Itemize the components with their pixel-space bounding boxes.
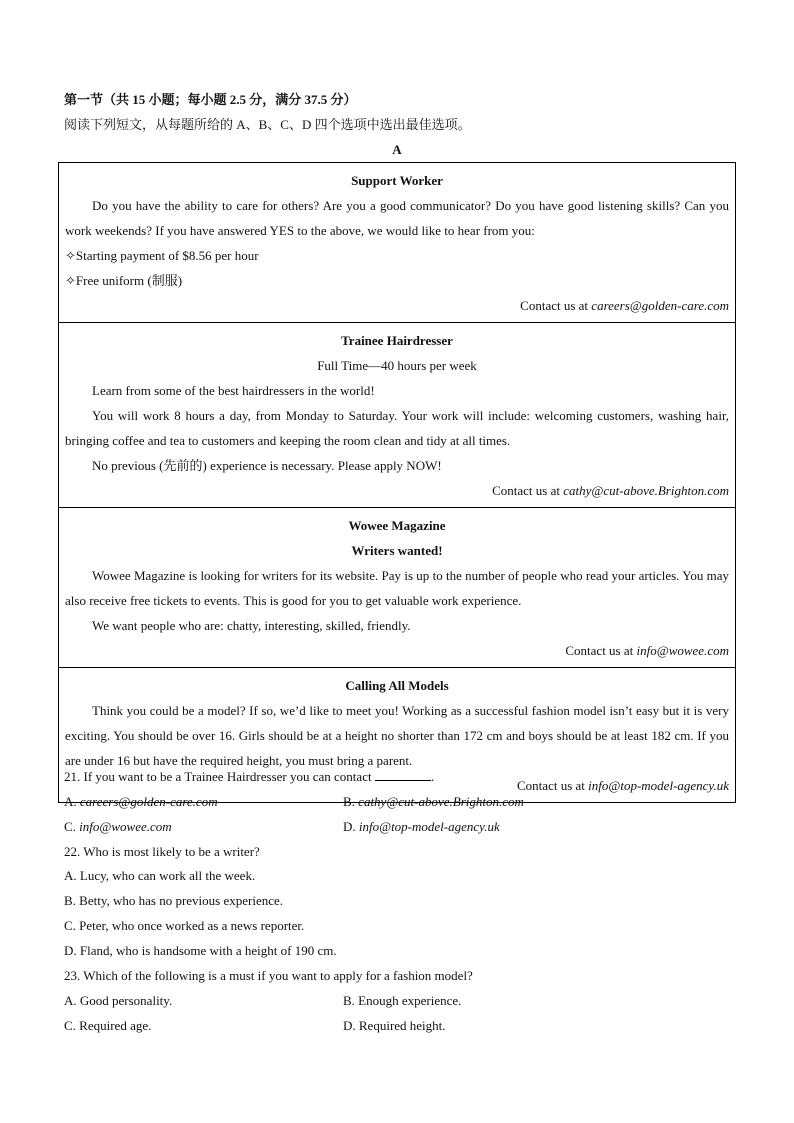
question-22-option-d[interactable]: D. Fland, who is handsome with a height of 190 cm. [64, 943, 337, 958]
ad-paragraph: No previous (先前的) experience is necessary. Please apply NOW! [92, 458, 442, 473]
option-letter: B. [343, 794, 359, 809]
ad-support-worker [59, 163, 735, 322]
question-23-stem: 23. Which of the following is a must if you want to apply for a fashion model? [64, 968, 473, 983]
question-text: 21. If you want to be a Trainee Hairdresser you can contact [64, 769, 375, 784]
option-text: careers@golden-care.com [79, 794, 218, 809]
contact-prefix: Contact us at [565, 643, 637, 658]
option-text: info@wowee.com [79, 819, 172, 834]
instruction-text: 阅读下列短文，从每题所给的 A、B、C、D 四个选项中选出最佳选项。 [64, 117, 471, 132]
question-23-option-b[interactable]: B. Enough experience. [343, 993, 462, 1008]
question-21-option-a[interactable] [64, 794, 218, 810]
question-21-stem [64, 769, 434, 785]
option-letter: C. [64, 819, 80, 834]
contact-prefix: Contact us at [520, 298, 592, 313]
ad-contact [65, 638, 729, 663]
option-letter: D. [343, 819, 359, 834]
question-21-option-b[interactable] [343, 794, 524, 810]
ad-subtitle: Full Time—40 hours per week [317, 358, 477, 373]
ad-paragraph: We want people who are: chatty, interesting, skilled, friendly. [92, 618, 411, 633]
answer-blank [375, 769, 431, 781]
ad-bullet: ✧Starting payment of $8.56 per hour [65, 248, 259, 263]
question-21-option-c[interactable] [64, 819, 172, 835]
ad-paragraph: Learn from some of the best hairdressers in the world! [92, 383, 375, 398]
contact-email: cathy@cut-above.Brighton.com [563, 483, 729, 498]
ads-table [58, 162, 736, 803]
option-text: info@top-model-agency.uk [358, 819, 500, 834]
contact-prefix: Contact us at [517, 778, 589, 793]
ad-bullet: ✧Free uniform (制服) [65, 273, 183, 288]
question-22-option-c[interactable]: C. Peter, who once worked as a news reporter. [64, 918, 305, 933]
ad-contact [65, 293, 729, 318]
ad-paragraph: Wowee Magazine is looking for writers for its website. Pay is up to the number of people who read your articles. You may also receive free tickets to events. This is good for you to get valuable work experience. [65, 568, 729, 608]
contact-email: info@wowee.com [636, 643, 729, 658]
ad-trainee-hairdresser [59, 322, 735, 507]
ad-wowee-magazine [59, 507, 735, 667]
ad-title: Calling All Models [345, 678, 449, 693]
question-21-option-d[interactable] [343, 819, 500, 835]
ad-paragraph: Do you have the ability to care for others? Are you a good communicator? Do you have good listening skills? Can you work weekends? If you have answered YES to the above, we would like to hear from you: [65, 198, 729, 238]
ad-title: Wowee Magazine [348, 518, 446, 533]
section-title: 第一节（共 15 小题；每小题 2.5 分，满分 37.5 分） [64, 92, 357, 107]
contact-prefix: Contact us at [492, 483, 564, 498]
ad-title: Support Worker [351, 173, 443, 188]
question-22-option-a[interactable]: A. Lucy, who can work all the week. [64, 868, 256, 883]
question-text-end: . [430, 769, 435, 784]
question-23-option-a[interactable]: A. Good personality. [64, 993, 173, 1008]
question-22-option-b[interactable]: B. Betty, who has no previous experience. [64, 893, 284, 908]
ad-paragraph: Think you could be a model? If so, we’d like to meet you! Working as a successful fashion model isn’t easy but it is very exciting. You should be over 16. Girls should be at a height no shorter than 172 cm and boys should be at least 182 cm. If you are under 16 but have the required height, you must bring a parent. [65, 703, 729, 768]
contact-email: careers@golden-care.com [591, 298, 729, 313]
question-23-option-c[interactable]: C. Required age. [64, 1018, 152, 1033]
question-23-option-d[interactable]: D. Required height. [343, 1018, 446, 1033]
ad-subtitle: Writers wanted! [351, 543, 443, 558]
ad-title: Trainee Hairdresser [341, 333, 453, 348]
ad-contact [65, 478, 729, 503]
contact-email: info@top-model-agency.uk [588, 778, 729, 793]
passage-letter: A [392, 142, 402, 157]
question-22-stem: 22. Who is most likely to be a writer? [64, 844, 260, 859]
option-text: cathy@cut-above.Brighton.com [358, 794, 524, 809]
ad-paragraph: You will work 8 hours a day, from Monday to Saturday. Your work will include: welcoming customers, washing hair, bringing coffee and tea to customers and keeping the room clean and tidy at all times. [65, 408, 729, 448]
option-letter: A. [64, 794, 80, 809]
